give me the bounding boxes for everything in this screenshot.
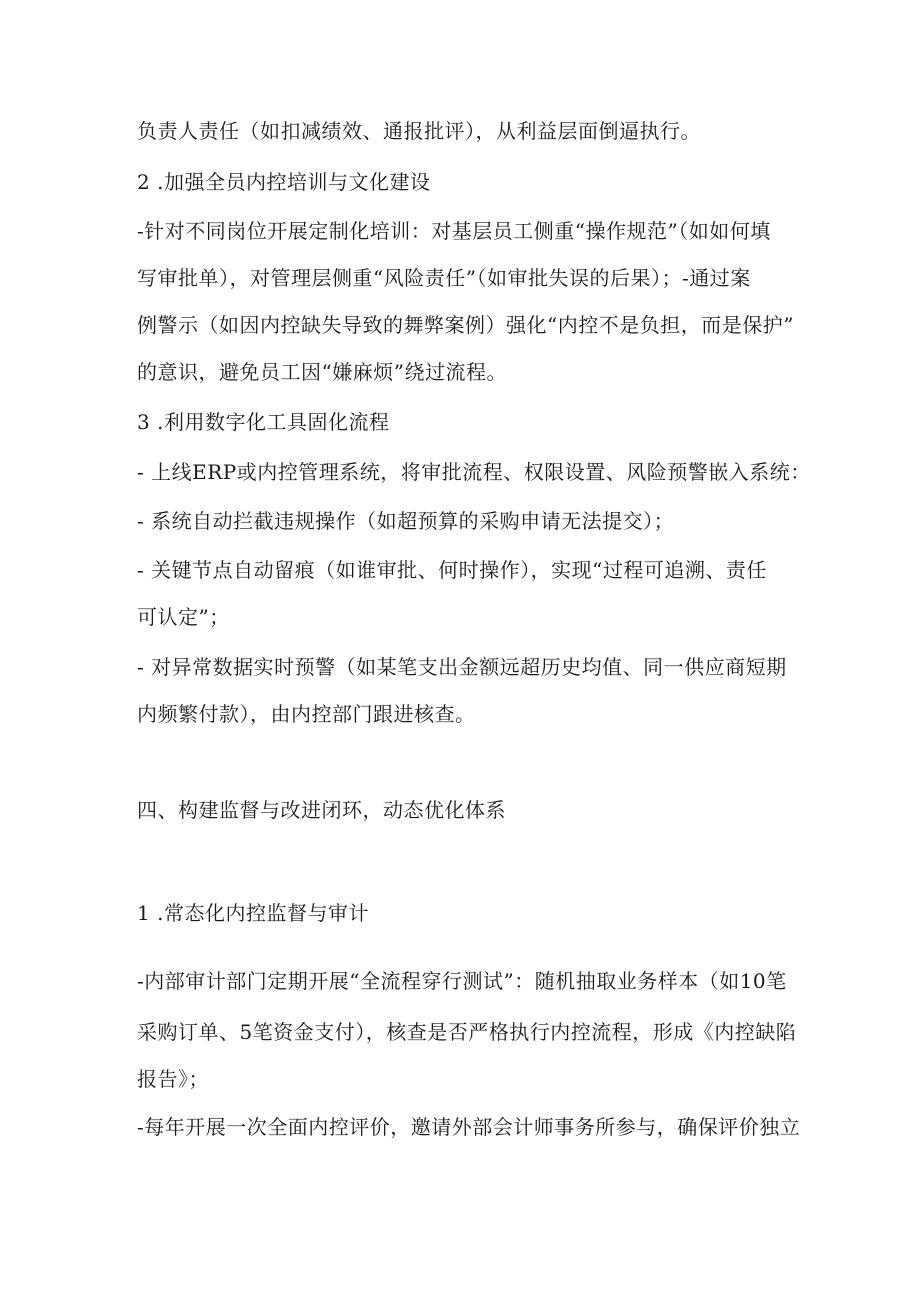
section-heading: 2 .加强全员内控培训与文化建设 xyxy=(137,170,431,194)
list-item: - 关键节点自动留痕（如谁审批、何时操作），实现“过程可追溯、责任 xyxy=(137,558,767,582)
list-item-continuation: 可认定”； xyxy=(137,605,230,629)
section-heading: 3 .利用数字化工具固化流程 xyxy=(137,410,390,434)
paragraph-line: 的意识，避免员工因“嫌麻烦”绕过流程。 xyxy=(137,360,507,384)
chapter-heading: 四、构建监督与改进闭环，动态优化体系 xyxy=(137,798,506,822)
paragraph-line: 报告》； xyxy=(137,1067,209,1091)
paragraph-line: -针对不同岗位开展定制化培训：对基层员工侧重“操作规范”（如如何填 xyxy=(137,219,771,243)
list-item: - 对异常数据实时预警（如某笔支出金额远超历史均值、同一供应商短期 xyxy=(137,655,787,679)
paragraph-line: 写审批单），对管理层侧重“风险责任”（如审批失误的后果）；-通过案 xyxy=(137,266,751,290)
list-item-continuation: 内频繁付款），由内控部门跟进核查。 xyxy=(137,702,476,726)
paragraph-line: -每年开展一次全面内控评价，邀请外部会计师事务所参与，确保评价独立 xyxy=(137,1115,801,1139)
paragraph-line: 例警示（如因内控缺失导致的舞弊案例）强化“内控不是负担，而是保护” xyxy=(137,313,794,337)
paragraph-line: 采购订单、5笔资金支付），核查是否严格执行内控流程，形成《内控缺陷 xyxy=(137,1020,797,1044)
paragraph-line: 负责人责任（如扣减绩效、通报批评），从利益层面倒逼执行。 xyxy=(137,119,701,143)
list-item: - 系统自动拦截违规操作（如超预算的采购申请无法提交）； xyxy=(137,509,675,533)
paragraph-line: -内部审计部门定期开展“全流程穿行测试”：随机抽取业务样本（如10笔 xyxy=(137,969,787,993)
list-item: - 上线ERP或内控管理系统，将审批流程、权限设置、风险预警嵌入系统： xyxy=(137,460,811,484)
section-heading: 1 .常态化内控监督与审计 xyxy=(137,901,369,925)
